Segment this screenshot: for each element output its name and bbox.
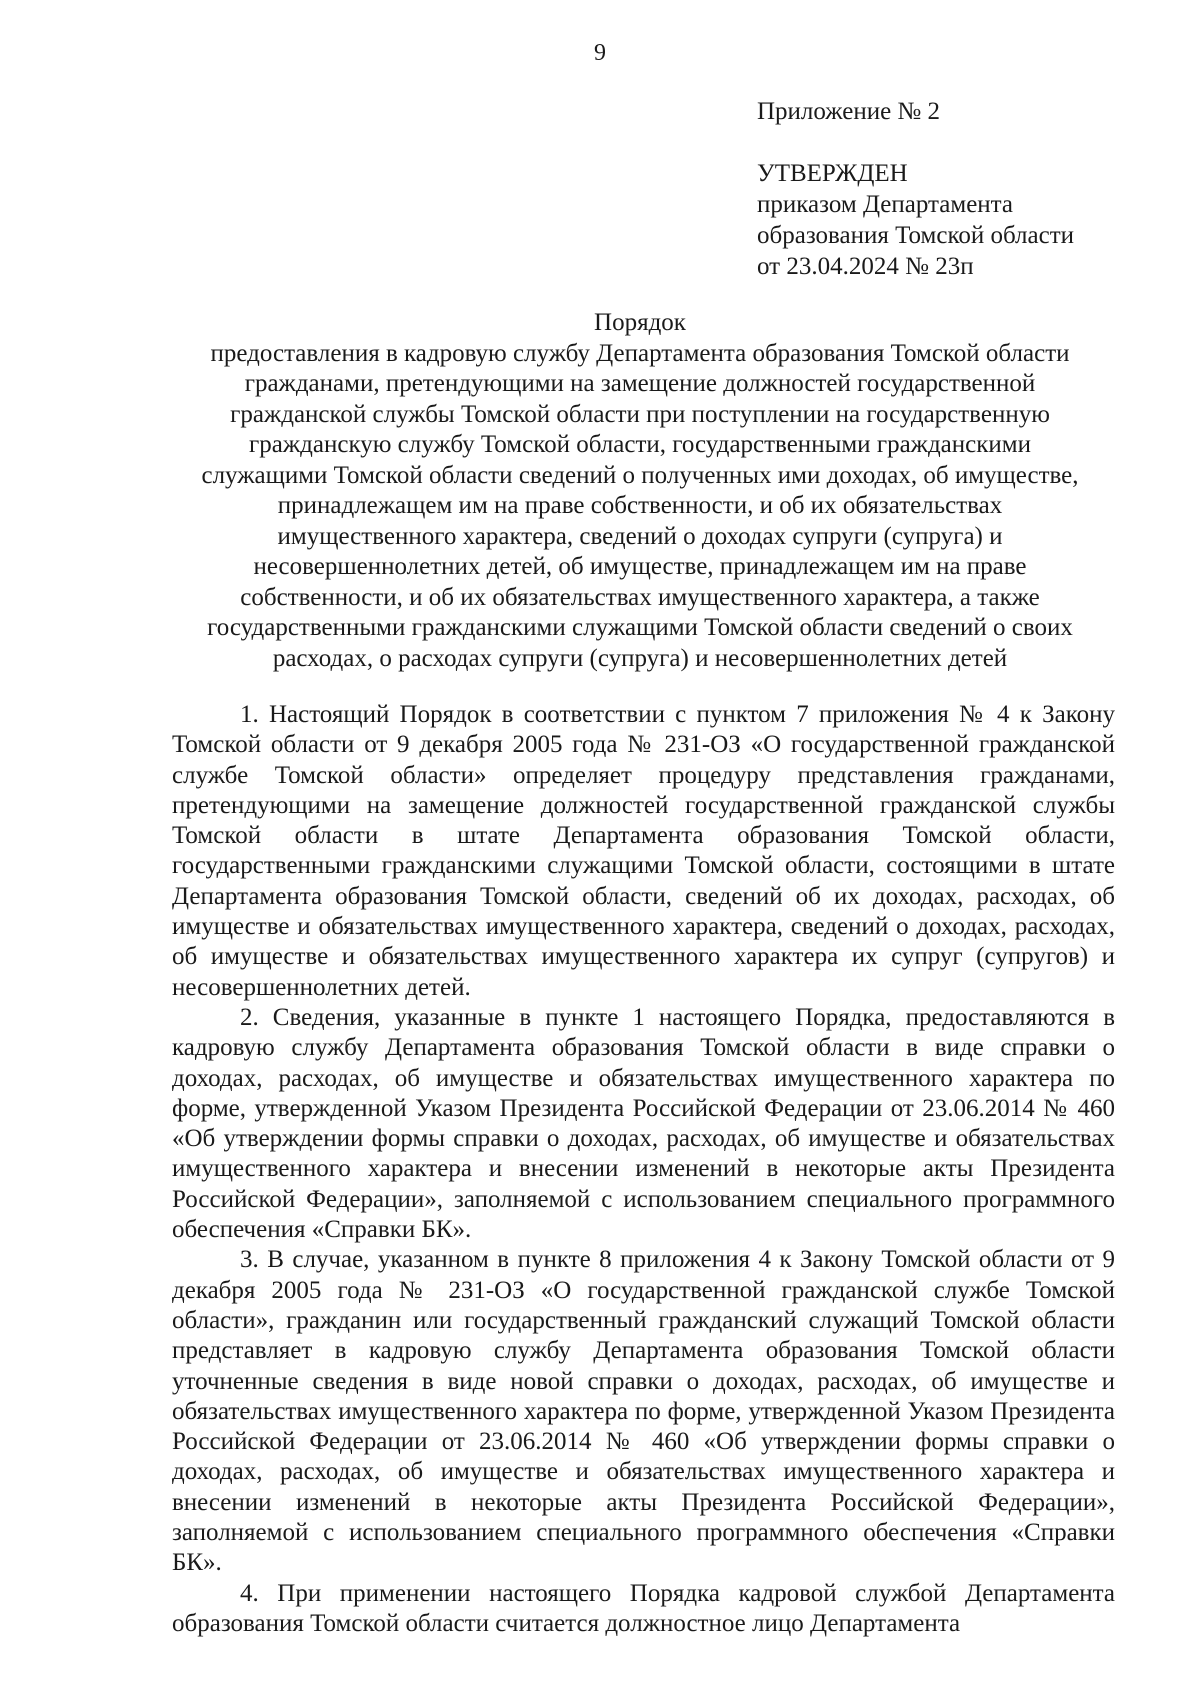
paragraph-1: 1. Настоящий Порядок в соответствии с пунктом 7 приложения № 4 к Закону Томской области от 9 декабря 2005 года № 231-ОЗ «О государственной гражданской службе Томской области» определяет процедуру представления гражданами, претендующими на замещение должностей государственной гражданской службы Томской области в штате Департамента образования Томской области, государственными гражданскими служащими Томской области, состоящими в штате Департамента образования Томской области, сведений об их доходах, расходах, об имуществе и обязательствах имущественного характера, сведений о доходах, расходах, об имуществе и обязательствах имущественного характера их супруг (супругов) и несовершеннолетних детей. bbox=[172, 701, 1115, 1001]
document-body bbox=[172, 700, 1115, 1639]
approved-label: УТВЕРЖДЕН bbox=[757, 160, 908, 187]
subtitle-line: государственными гражданскими служащими Томской области сведений о своих bbox=[207, 614, 1073, 641]
approval-line: образования Томской области bbox=[757, 222, 1075, 249]
subtitle-line: служащими Томской области сведений о полученных ими доходах, об имуществе, bbox=[201, 461, 1079, 489]
document-title: Порядок bbox=[594, 309, 686, 336]
subtitle-line: принадлежащем им на праве собственности, и об их обязательствах bbox=[277, 492, 1003, 519]
subtitle-line: несовершеннолетних детей, об имуществе, принадлежащем им на праве bbox=[253, 553, 1027, 580]
page-number: 9 bbox=[594, 40, 606, 66]
annex-label: Приложение № 2 bbox=[757, 98, 941, 125]
document-heading bbox=[170, 308, 1110, 674]
paragraph-3: 3. В случае, указанном в пункте 8 приложения 4 к Закону Томской области от 9 декабря 2005 года № 231-ОЗ «О государственной гражданской службе Томской области», гражданин или государственный гражданский служащий Томской области представляет в кадровую службу Департамента образования Томской области уточненные сведения в виде новой справки о доходах, расходах, об имуществе и обязательствах имущественного характера по форме, утвержденной Указом Президента Российской Федерации от 23.06.2014 № 460 «Об утверждении формы справки о доходах, расходах, об имуществе и обязательствах имущественного характера и внесении изменений в некоторые акты Президента Российской Федерации», заполняемой с использованием специального программного обеспечения «Справки БК». bbox=[172, 1246, 1115, 1577]
subtitle-line: собственности, и об их обязательствах имущественного характера, а также bbox=[240, 583, 1040, 611]
approval-line: от 23.04.2024 № 23п bbox=[757, 253, 974, 280]
approval-stamp-block bbox=[757, 96, 1074, 282]
paragraph-4: 4. При применении настоящего Порядка кадровой службой Департамента образования Томской области считается должностное лицо Департамента bbox=[172, 1579, 1115, 1637]
approval-line: приказом Департамента bbox=[757, 191, 1013, 218]
subtitle-line: гражданами, претендующими на замещение должностей государственной bbox=[244, 370, 1036, 397]
subtitle-line: предоставления в кадровую службу Департамента образования Томской области bbox=[210, 339, 1070, 367]
subtitle-line: гражданской службы Томской области при поступлении на государственную bbox=[230, 400, 1050, 428]
subtitle-line: гражданскую службу Томской области, государственными гражданскими bbox=[249, 431, 1031, 458]
subtitle-line: имущественного характера, сведений о доходах супруги (супруга) и bbox=[277, 522, 1003, 550]
paragraph-2: 2. Сведения, указанные в пункте 1 настоящего Порядка, предоставляются в кадровую службу Департамента образования Томской области в виде справки о доходах, расходах, об имуществе и обязательствах имущественного характера по форме, утвержденной Указом Президента Российской Федерации от 23.06.2014 № 460 «Об утверждении формы справки о доходах, расходах, об имуществе и обязательствах имущественного характера и внесении изменений в некоторые акты Президента Российской Федерации», заполняемой с использованием специального программного обеспечения «Справки БК». bbox=[172, 1003, 1115, 1244]
subtitle-line: расходах, о расходах супруги (супруга) и несовершеннолетних детей bbox=[272, 644, 1008, 672]
